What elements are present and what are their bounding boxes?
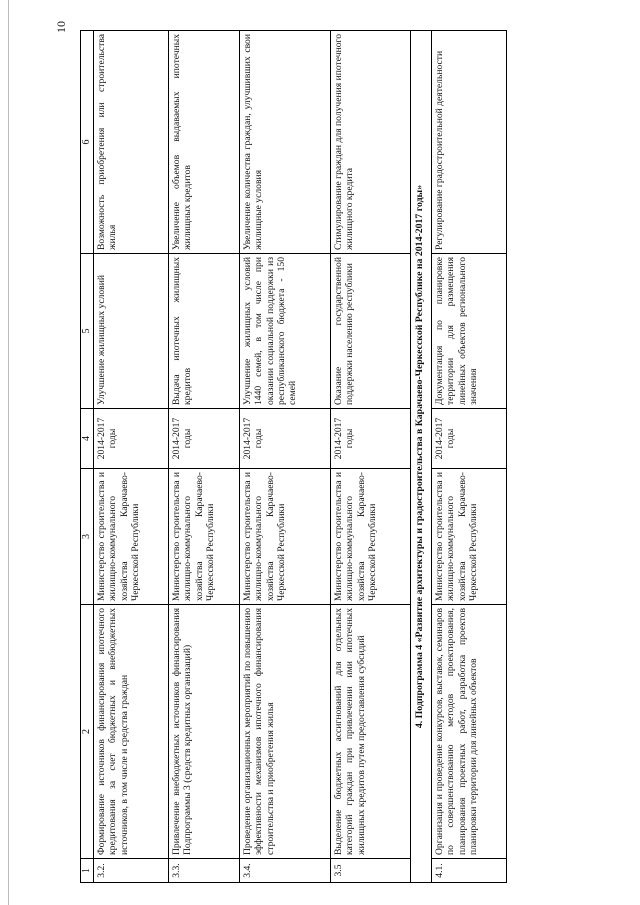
result-cell: Выдача ипотечных жилищных кредитов [169,254,240,409]
effect-cell: Возможность приобретения или строительства жилья [94,31,169,254]
table-row [94,31,169,883]
measure-cell: Организация и проведение конкурсов, выставок, семинаров по совершенствованию методов проектирования, планирования проектных работ, разработка проектов планировки территории для линейных объектов [432,605,507,859]
measure-cell: Выделение бюджетных ассигнований для отдельных категорий граждан при привлечении ими ипотечных жилищных кредитов путем предоставления субсидий [331,605,411,859]
effect-cell: Увеличение объемов выдаваемых ипотечных жилищных кредитов [169,31,240,254]
column-number-row [81,31,94,883]
page-number: 10 [54,21,68,33]
section-title: 4. Подпрограмма 4 «Развитие архитектуры и градостроительства в Карачаево-Черкесской Республике на 2014-2017 годы» [411,31,432,883]
measure-cell: Проведение организационных мероприятий по повышению эффективности механизмов ипотечного финансирования строительства и приобретения жилья [240,605,331,859]
measures-table [80,30,507,883]
table-row [240,31,331,883]
result-cell: Оказание государственной поддержки населению республики [331,254,411,409]
period-cell: 2014-2017 годы [432,409,507,469]
executor-cell: Министерство строительства и жилищно-коммунального хозяйства Карачаево-Черкесской Республики [331,469,411,605]
executor-cell: Министерство строительства и жилищно-коммунального хозяйства Карачаево-Черкесской Республики [169,469,240,605]
column-number: 6 [81,31,94,254]
table-row [331,31,411,883]
period-cell: 2014-2017 годы [240,409,331,469]
measure-cell: Привлечение внебюджетных источников финансирования Подпрограммы 3 (средств кредитных организаций) [169,605,240,859]
result-cell: Улучшение жилищных условий [94,254,169,409]
column-number: 2 [81,605,94,859]
row-number: 3.3. [169,859,240,883]
column-number: 3 [81,469,94,605]
scan-edge-line [8,0,9,905]
result-cell: Улучшение жилищных условий 1440 семей, в том числе при оказании социальной поддержки из республиканского бюджета - 150 семей [240,254,331,409]
column-number: 5 [81,254,94,409]
effect-cell: Стимулирование граждан для получения ипотечного жилищного кредита [331,31,411,254]
executor-cell: Министерство строительства и жилищно-коммунального хозяйства Карачаево-Черкесской Республики [240,469,331,605]
result-cell: Документация по планировке территории для размещения линейных объектов регионального значения [432,254,507,409]
row-number: 3.4. [240,859,331,883]
row-number: 4.1. [432,859,507,883]
period-cell: 2014-2017 годы [169,409,240,469]
measure-cell: Формирование источников финансирования ипотечного кредитования за счет бюджетных и внебюджетных источников, в том числе и средства граждан [94,605,169,859]
table-row [432,31,507,883]
table-row [169,31,240,883]
period-cell: 2014-2017 годы [331,409,411,469]
row-number: 3.5 [331,859,411,883]
effect-cell: Увеличение количества граждан, улучшивших свои жилищные условия [240,31,331,254]
column-number: 4 [81,409,94,469]
column-number: 1 [81,859,94,883]
executor-cell: Министерство строительства и жилищно-коммунального хозяйства Карачаево-Черкесской Республики [94,469,169,605]
section-heading-row [411,31,432,883]
period-cell: 2014-2017 годы [94,409,169,469]
effect-cell: Регулирование градостроительной деятельности [432,31,507,254]
executor-cell: Министерство строительства и жилищно-коммунального хозяйства Карачаево-Черкесской Республики [432,469,507,605]
row-number: 3.2. [94,859,169,883]
